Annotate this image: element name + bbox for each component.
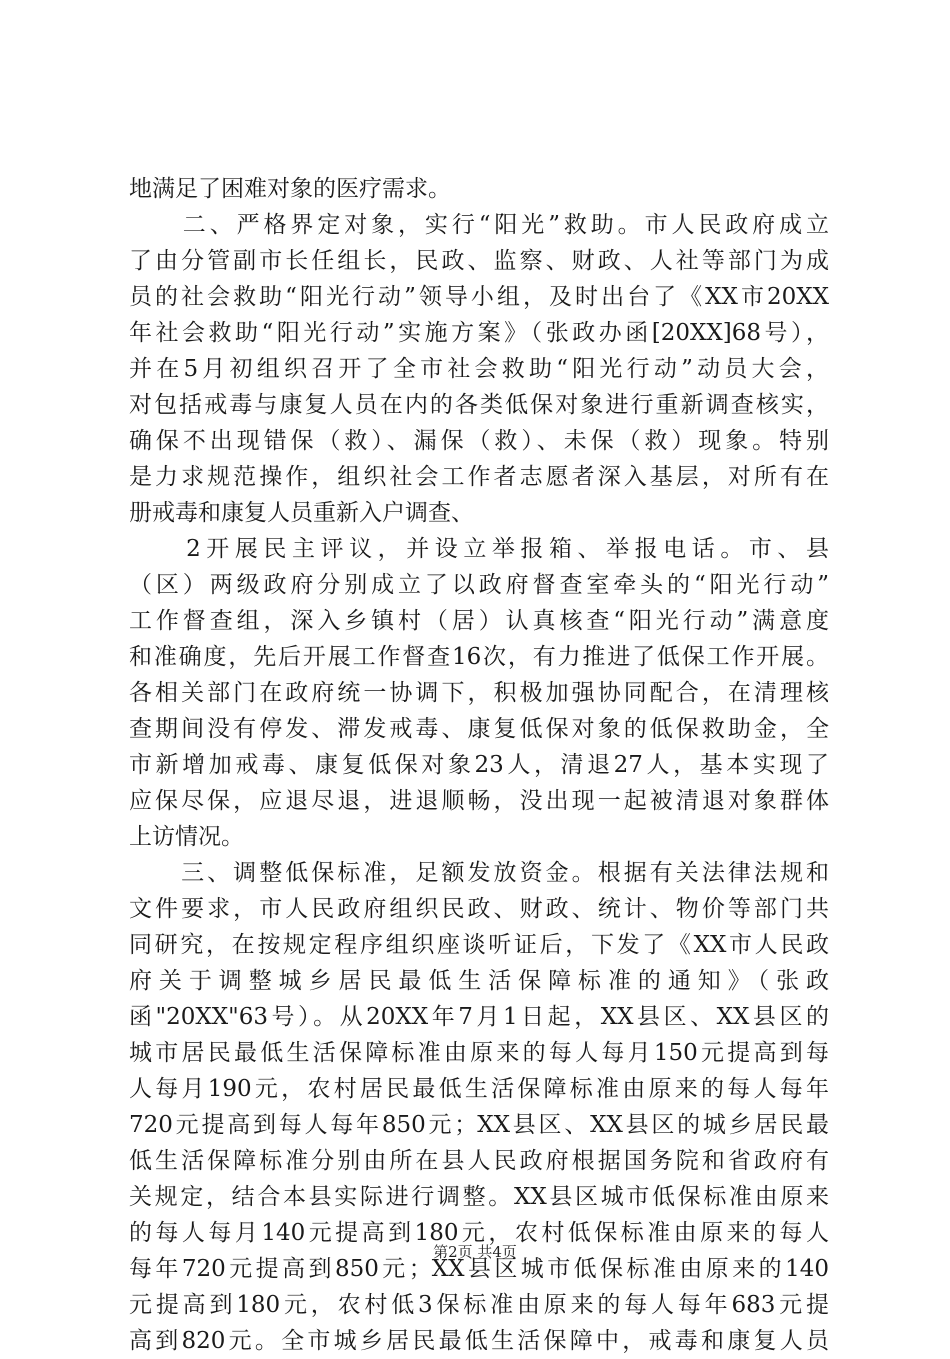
text-line: 是力求规范操作，组织社会工作者志愿者深入基层，对所有在 <box>129 464 829 490</box>
text-line: 地满足了困难对象的医疗需求。 <box>129 176 451 202</box>
text-line: 查期间没有停发、滞发戒毒、康复低保对象的低保救助金，全 <box>129 716 829 742</box>
text-line: 720元提高到每人每年850元；XX县区、XX县区的城乡居民最 <box>129 1112 829 1138</box>
text-line: 了由分管副市长任组长，民政、监察、财政、人社等部门为成 <box>129 248 829 274</box>
text-line: 工作督查组，深入乡镇村（居）认真核查“阳光行动”满意度 <box>129 608 829 634</box>
text-line: 册戒毒和康复人员重新入户调查、 <box>129 500 474 526</box>
text-line: 低生活保障标准分别由所在县人民政府根据国务院和省政府有 <box>129 1148 829 1174</box>
text-line: 文件要求，市人民政府组织民政、财政、统计、物价等部门共 <box>129 896 829 922</box>
text-line: 2开展民主评议，并设立举报箱、举报电话。市、县 <box>129 536 829 562</box>
text-line: 年社会救助“阳光行动”实施方案》（张政办函[20XX]68号）， <box>129 320 829 346</box>
text-line: 对包括戒毒与康复人员在内的各类低保对象进行重新调查核实， <box>129 392 829 418</box>
text-line: 同研究，在按规定程序组织座谈听证后，下发了《XX市人民政 <box>129 932 829 958</box>
text-line: 函"20XX"63号）。从20XX年7月1日起，XX县区、XX县区的 <box>129 1004 829 1030</box>
text-line: 关规定，结合本县实际进行调整。XX县区城市低保标准由原来 <box>129 1184 829 1210</box>
text-line: 高到820元。全市城乡居民最低生活保障中，戒毒和康复人员 <box>129 1328 829 1354</box>
text-line: 元提高到180元，农村低3保标准由原来的每人每年683元提 <box>129 1292 829 1318</box>
text-line: 府关于调整城乡居民最低生活保障标准的通知》（张政 <box>129 968 829 994</box>
text-line: 确保不出现错保（救）、漏保（救）、未保（救）现象。特别 <box>129 428 829 454</box>
body-text <box>129 171 829 1359</box>
text-line: 各相关部门在政府统一协调下，积极加强协同配合，在清理核 <box>129 680 829 706</box>
text-line: 应保尽保，应退尽退，进退顺畅，没出现一起被清退对象群体 <box>129 788 829 814</box>
text-line: 三、调整低保标准，足额发放资金。根据有关法律法规和 <box>129 860 829 886</box>
text-line: 人每月190元，农村居民最低生活保障标准由原来的每人每年 <box>129 1076 829 1102</box>
text-line: 城市居民最低生活保障标准由原来的每人每月150元提高到每 <box>129 1040 829 1066</box>
text-line: 并在5月初组织召开了全市社会救助“阳光行动”动员大会， <box>129 356 829 382</box>
text-line: 和准确度，先后开展工作督查16次，有力推进了低保工作开展。 <box>129 644 829 670</box>
text-line: （区）两级政府分别成立了以政府督查室牵头的“阳光行动” <box>129 572 829 598</box>
text-line: 二、严格界定对象，实行“阳光”救助。市人民政府成立 <box>129 212 829 238</box>
text-line: 的每人每月140元提高到180元，农村低保标准由原来的每人 <box>129 1220 829 1246</box>
text-line: 员的社会救助“阳光行动”领导小组，及时出台了《XX市20XX <box>129 284 829 310</box>
text-line: 每年720元提高到850元；XX县区城市低保标准由原来的140 <box>129 1256 829 1282</box>
page-footer: 第2页 共4页 <box>433 1243 517 1261</box>
text-line: 市新增加戒毒、康复低保对象23人，清退27人，基本实现了 <box>129 752 829 778</box>
text-line: 上访情况。 <box>129 824 244 850</box>
